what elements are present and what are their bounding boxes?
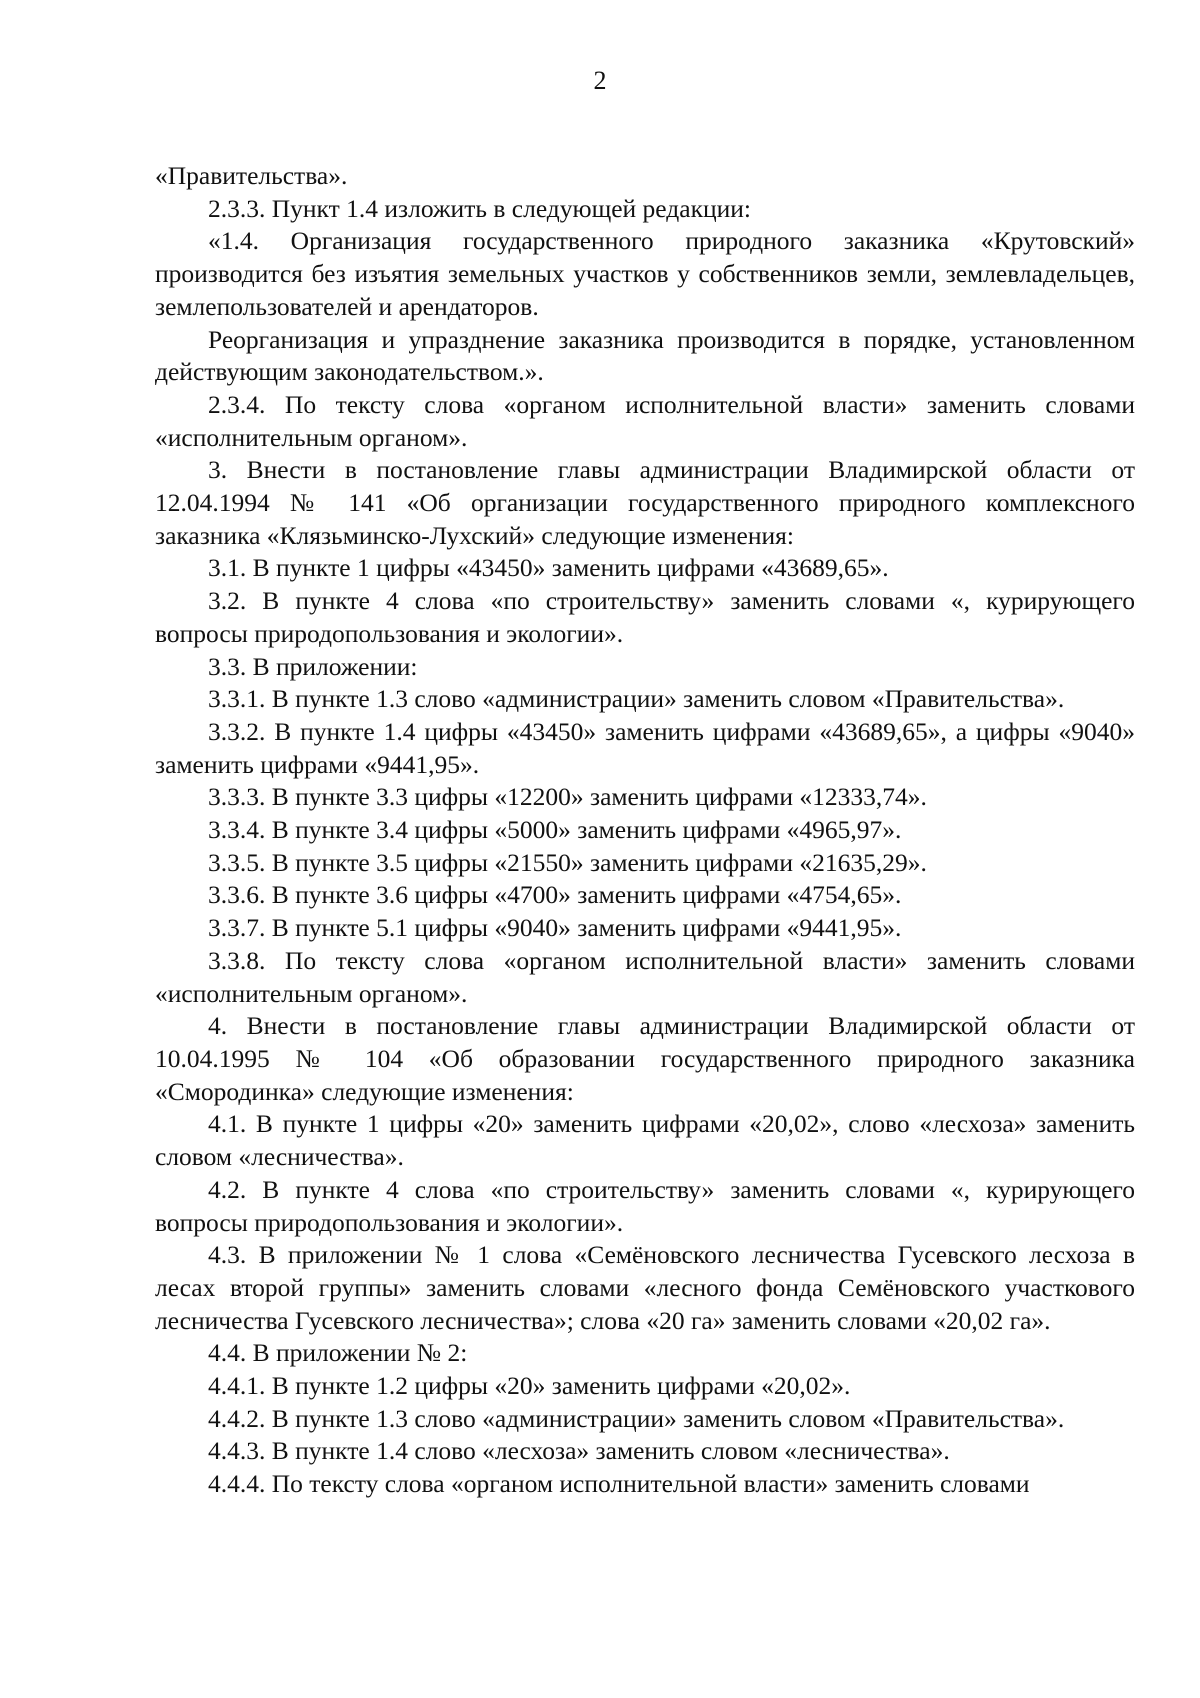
document-paragraph: 3.3. В приложении: — [208, 651, 418, 681]
document-body — [155, 160, 1135, 1501]
document-paragraph: 2.3.4. По тексту слова «органом исполнительной власти» заменить словами «исполнительным органом». — [155, 389, 1135, 452]
document-paragraph: 2.3.3. Пункт 1.4 изложить в следующей редакции: — [208, 193, 751, 223]
document-paragraph: 3.3.5. В пункте 3.5 цифры «21550» заменить цифрами «21635,29». — [208, 847, 927, 877]
document-paragraph: 3.3.3. В пункте 3.3 цифры «12200» заменить цифрами «12333,74». — [208, 782, 927, 812]
document-paragraph: 3.3.8. По тексту слова «органом исполнительной власти» заменить словами «исполнительным органом». — [155, 945, 1135, 1008]
document-paragraph: «1.4. Организация государственного природного заказника «Крутовский» производится без изъятия земельных участков у собственников земли, землевладельцев, землепользователей и арендаторов. — [155, 226, 1135, 321]
document-paragraph: 3. Внести в постановление главы администрации Владимирской области от 12.04.1994 № 141 «Об организации государственного природного комплексного заказника «Клязьминско-Лухский» следующие изменения: — [155, 455, 1135, 550]
document-paragraph: 3.3.7. В пункте 5.1 цифры «9040» заменить цифрами «9441,95». — [208, 913, 902, 943]
document-paragraph: 3.3.4. В пункте 3.4 цифры «5000» заменить цифрами «4965,97». — [208, 815, 902, 845]
document-paragraph: 4.4.3. В пункте 1.4 слово «лесхоза» заменить словом «лесничества». — [208, 1436, 950, 1466]
document-paragraph: 3.3.1. В пункте 1.3 слово «администрации» заменить словом «Правительства». — [208, 684, 1065, 714]
document-paragraph: 4.1. В пункте 1 цифры «20» заменить цифрами «20,02», слово «лесхоза» заменить словом «лесничества». — [155, 1109, 1135, 1172]
document-paragraph: 4.2. В пункте 4 слова «по строительству» заменить словами «, курирующего вопросы природопользования и экологии». — [155, 1174, 1135, 1237]
page-number: 2 — [593, 66, 607, 95]
document-paragraph: 4.4. В приложении № 2: — [208, 1338, 468, 1368]
document-paragraph: 4.3. В приложении № 1 слова «Семёновского лесничества Гусевского лесхоза в лесах второй группы» заменить словами «лесного фонда Семёновского участкового лесничества Гусевского лесничества»; слова «20 га» заменить словами «20,02 га». — [155, 1240, 1135, 1335]
document-paragraph: 3.1. В пункте 1 цифры «43450» заменить цифрами «43689,65». — [208, 553, 889, 583]
document-paragraph: 3.3.2. В пункте 1.4 цифры «43450» заменить цифрами «43689,65», а цифры «9040» заменить цифрами «9441,95». — [155, 716, 1135, 779]
document-paragraph: 4. Внести в постановление главы администрации Владимирской области от 10.04.1995 № 104 «Об образовании государственного природного заказника «Смородинка» следующие изменения: — [155, 1011, 1135, 1106]
document-paragraph: 4.4.2. В пункте 1.3 слово «администрации» заменить словом «Правительства». — [208, 1403, 1065, 1433]
document-paragraph: 4.4.4. По тексту слова «органом исполнительной власти» заменить словами — [208, 1469, 1030, 1499]
document-paragraph: 3.2. В пункте 4 слова «по строительству» заменить словами «, курирующего вопросы природопользования и экологии». — [155, 586, 1135, 648]
document-paragraph: «Правительства». — [155, 161, 348, 190]
document-paragraph: Реорганизация и упразднение заказника производится в порядке, установленном действующим законодательством.». — [155, 324, 1135, 387]
document-paragraph: 4.4.1. В пункте 1.2 цифры «20» заменить цифрами «20,02». — [208, 1371, 851, 1401]
document-paragraph: 3.3.6. В пункте 3.6 цифры «4700» заменить цифрами «4754,65». — [208, 880, 902, 910]
